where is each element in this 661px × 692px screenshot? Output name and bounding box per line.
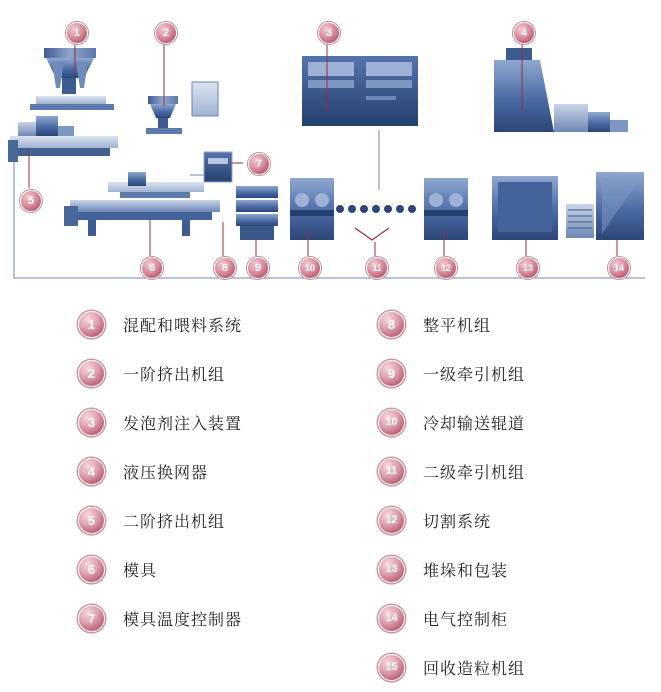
first-stage-extruder [146, 82, 218, 134]
legend-column-right [378, 300, 661, 692]
legend-badge-11: 11 [378, 458, 405, 485]
legend-item-4 [78, 447, 378, 496]
legend-label-4: 液压换网器 [123, 465, 209, 482]
legend-badge-4: 4 [78, 458, 105, 485]
legend-item-15 [378, 643, 661, 692]
legend-badge-1: 1 [78, 311, 105, 338]
extrusion-line-body [64, 152, 278, 240]
diagram-callout-14: 14 [608, 257, 630, 279]
legend-label-13: 堆垛和包装 [423, 563, 509, 580]
cooling-conveyor-rollers [336, 205, 416, 240]
legend-label-11: 二级牵引机组 [423, 465, 526, 482]
legend-badge-6: 6 [78, 556, 105, 583]
legend-badge-10: 10 [378, 409, 405, 436]
diagram-callout-11: 11 [366, 257, 388, 279]
legend-item-8 [378, 300, 661, 349]
legend-badge-7: 7 [78, 605, 105, 632]
legend-label-9: 一级牵引机组 [423, 367, 526, 384]
legend-item-7 [78, 594, 378, 643]
legend-badge-12: 12 [378, 507, 405, 534]
legend-label-10: 冷却输送辊道 [423, 416, 526, 433]
diagram-callout-1: 1 [66, 22, 88, 44]
legend-label-7: 模具温度控制器 [123, 612, 243, 629]
legend-item-13 [378, 545, 661, 594]
legend-label-3: 发泡剂注入装置 [123, 416, 243, 433]
legend-badge-9: 9 [378, 360, 405, 387]
diagram-callout-12: 12 [435, 257, 457, 279]
diagram-callout-10: 10 [299, 257, 321, 279]
diagram-callout-7: 7 [248, 153, 270, 175]
legend-badge-13: 13 [378, 556, 405, 583]
legend-label-6: 模具 [123, 563, 158, 580]
electrical-control-cabinets [302, 56, 418, 126]
diagram-callout-8: 8 [214, 257, 236, 279]
diagram-callout-5: 5 [20, 190, 42, 212]
legend-item-1 [78, 300, 378, 349]
legend-badge-2: 2 [78, 360, 105, 387]
legend-item-2 [78, 349, 378, 398]
legend-column-left [78, 300, 378, 643]
stacking-packaging-unit [566, 172, 644, 240]
legend-badge-14: 14 [378, 605, 405, 632]
legend-badge-3: 3 [78, 409, 105, 436]
diagram-callout-3: 3 [318, 22, 340, 44]
legend-item-10 [378, 398, 661, 447]
legend-label-8: 整平机组 [423, 318, 492, 335]
legend-item-11 [378, 447, 661, 496]
legend-item-6 [78, 545, 378, 594]
first-haul-off-unit [290, 178, 334, 240]
diagram-callout-2: 2 [155, 22, 177, 44]
legend-item-12 [378, 496, 661, 545]
legend-item-3 [78, 398, 378, 447]
legend-badge-8: 8 [378, 311, 405, 338]
recycling-pelletizing-unit [494, 48, 628, 132]
legend-label-14: 电气控制柜 [423, 612, 509, 629]
legend-item-5 [78, 496, 378, 545]
legend-label-2: 一阶挤出机组 [123, 367, 226, 384]
legend-item-9 [378, 349, 661, 398]
cutting-system [492, 176, 558, 240]
legend-item-14 [378, 594, 661, 643]
diagram-callout-9: 9 [247, 257, 269, 279]
second-haul-off-unit [424, 178, 468, 240]
legend-label-5: 二阶挤出机组 [123, 514, 226, 531]
legend [0, 300, 661, 678]
diagram-callout-13: 13 [517, 257, 539, 279]
diagram-callout-4: 4 [513, 22, 535, 44]
diagram-callout-6: 6 [141, 257, 163, 279]
legend-label-1: 混配和喂料系统 [123, 318, 243, 335]
legend-badge-5: 5 [78, 507, 105, 534]
legend-badge-15: 15 [378, 654, 405, 681]
mixing-feeding-system [8, 48, 118, 162]
legend-label-15: 回收造粒机组 [423, 661, 526, 678]
legend-label-12: 切割系统 [423, 514, 492, 531]
